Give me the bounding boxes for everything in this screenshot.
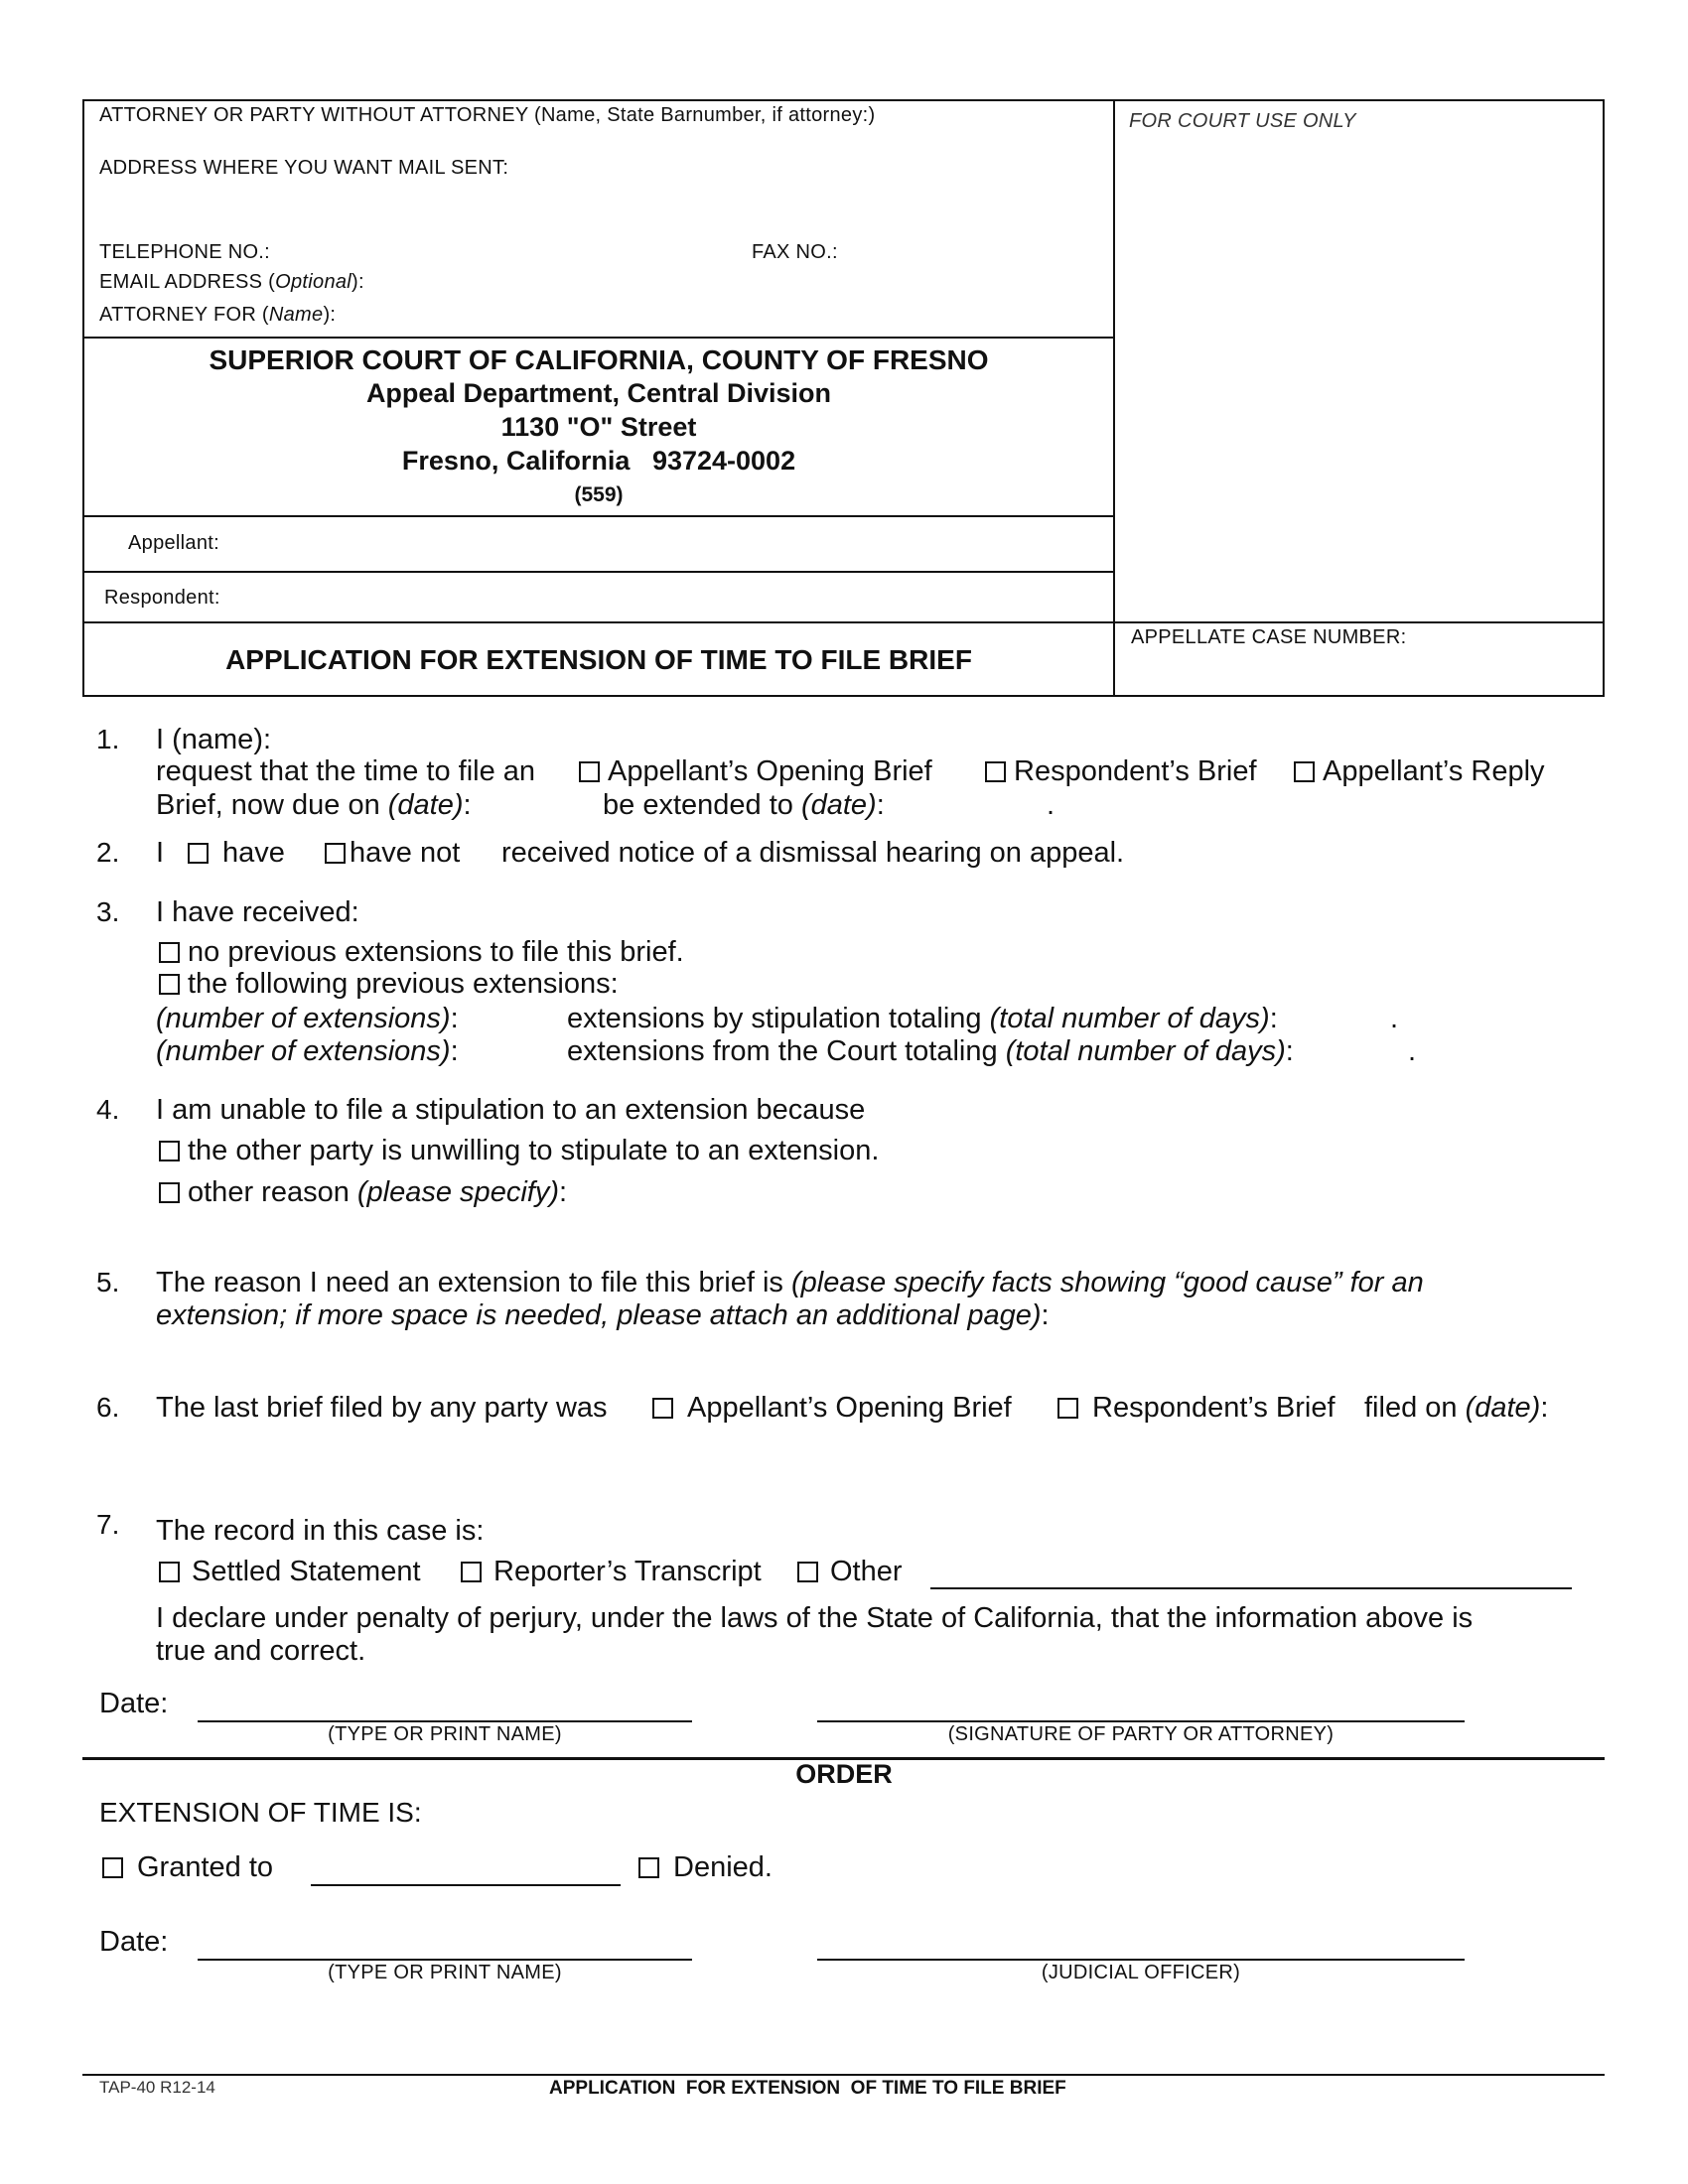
case-number-label: APPELLATE CASE NUMBER: — [1131, 626, 1407, 648]
form-title: APPLICATION FOR EXTENSION OF TIME TO FILE BRIEF — [225, 644, 972, 675]
print-name-line[interactable] — [198, 1720, 692, 1722]
judicial-officer-caption: (JUDICIAL OFFICER) — [1041, 1962, 1241, 1983]
item-4-option-unwilling[interactable]: the other party is unwilling to stipulate to an extension. — [159, 1135, 879, 1167]
item-7-option-settled[interactable]: Settled Statement — [159, 1556, 421, 1588]
item-3-option-none[interactable]: no previous extensions to file this brief. — [159, 936, 684, 969]
checkbox[interactable] — [188, 843, 209, 864]
checkbox[interactable] — [1294, 761, 1315, 782]
attorney-for-label: ATTORNEY FOR (Name): — [99, 304, 337, 326]
checkbox[interactable] — [159, 1141, 180, 1161]
order-print-name-line[interactable] — [198, 1959, 692, 1961]
telephone-label: TELEPHONE NO.: — [99, 241, 271, 263]
item-2-option-have-not[interactable]: have not — [325, 837, 460, 870]
checkbox[interactable] — [638, 1857, 659, 1878]
item-2-number: 2. — [96, 837, 120, 868]
item-4-number: 4. — [96, 1094, 120, 1125]
email-label: EMAIL ADDRESS (Optional): — [99, 271, 364, 293]
other-input-line[interactable] — [930, 1587, 1572, 1589]
order-title: ORDER — [795, 1759, 893, 1789]
item-1-due-date: Brief, now due on (date): — [156, 789, 472, 821]
item-5-line-1: The reason I need an extension to file this brief is (please specify facts showing “good cause” for an — [156, 1267, 1424, 1298]
checkbox[interactable] — [159, 1562, 180, 1582]
print-name-caption: (TYPE OR PRINT NAME) — [328, 1723, 562, 1745]
order-option-granted[interactable]: Granted to — [102, 1851, 273, 1884]
item-1-option-reply[interactable]: Appellant’s Reply — [1294, 755, 1545, 788]
extension-label: EXTENSION OF TIME IS: — [99, 1797, 422, 1828]
item-6-filed-on: filed on (date): — [1364, 1392, 1549, 1424]
item-3-court-total: extensions from the Court totaling (total number of days): — [567, 1035, 1294, 1067]
fax-label: FAX NO.: — [752, 241, 838, 263]
signature-caption: (SIGNATURE OF PARTY OR ATTORNEY) — [947, 1723, 1335, 1745]
court-name: SUPERIOR COURT OF CALIFORNIA, COUNTY OF FRESNO — [209, 344, 989, 375]
item-4-option-other[interactable]: other reason (please specify): — [159, 1176, 567, 1209]
item-3-court-period: . — [1408, 1035, 1417, 1067]
address-label: ADDRESS WHERE YOU WANT MAIL SENT: — [99, 157, 509, 179]
footer-rule — [82, 2074, 1605, 2076]
appellant-label: Appellant: — [128, 532, 219, 554]
checkbox[interactable] — [102, 1857, 123, 1878]
order-print-name-caption: (TYPE OR PRINT NAME) — [328, 1962, 562, 1983]
checkbox[interactable] — [797, 1562, 818, 1582]
order-date-label: Date: — [99, 1926, 169, 1958]
item-2-text: received notice of a dismissal hearing on appeal. — [501, 837, 1125, 869]
item-1-period: . — [1047, 789, 1055, 821]
item-7-label: The record in this case is: — [156, 1515, 485, 1547]
court-phone: (559) — [574, 483, 624, 506]
item-7-option-transcript[interactable]: Reporter’s Transcript — [461, 1556, 762, 1588]
item-6-label: The last brief filed by any party was — [156, 1392, 608, 1424]
form-code: TAP-40 R12-14 — [99, 2078, 215, 2097]
item-6-option-respondent[interactable]: Respondent’s Brief — [1057, 1392, 1336, 1425]
judicial-officer-line[interactable] — [817, 1959, 1465, 1961]
item-4-label: I am unable to file a stipulation to an extension because — [156, 1094, 866, 1126]
court-city: Fresno, California 93724-0002 — [401, 446, 796, 476]
footer-title: APPLICATION FOR EXTENSION OF TIME TO FILE BRIEF — [549, 2078, 1066, 2099]
checkbox[interactable] — [985, 761, 1006, 782]
item-3-stip-period: . — [1390, 1003, 1399, 1034]
item-1-name-label: I (name): — [156, 724, 272, 755]
item-3-option-previous[interactable]: the following previous extensions: — [159, 968, 619, 1001]
item-1-option-respondent[interactable]: Respondent’s Brief — [985, 755, 1257, 788]
item-3-stip-count: (number of extensions): — [156, 1003, 459, 1034]
item-3-court-count: (number of extensions): — [156, 1035, 459, 1067]
checkbox[interactable] — [579, 761, 600, 782]
item-2-i: I — [156, 837, 165, 869]
order-option-denied[interactable]: Denied. — [638, 1851, 773, 1884]
item-5-line-2: extension; if more space is needed, please attach an additional page): — [156, 1299, 1050, 1331]
item-3-stip-total: extensions by stipulation totaling (total number of days): — [567, 1003, 1278, 1034]
item-1-request-text: request that the time to file an — [156, 755, 536, 787]
item-6-number: 6. — [96, 1392, 120, 1423]
checkbox[interactable] — [159, 942, 180, 963]
attorney-label: ATTORNEY OR PARTY WITHOUT ATTORNEY (Name, State Barnumber, if attorney:) — [99, 104, 876, 126]
checkbox[interactable] — [159, 1182, 180, 1203]
checkbox[interactable] — [652, 1398, 673, 1419]
item-3-label: I have received: — [156, 896, 359, 928]
checkbox[interactable] — [1057, 1398, 1078, 1419]
item-7-number: 7. — [96, 1509, 120, 1540]
checkbox[interactable] — [159, 974, 180, 995]
item-3-number: 3. — [96, 896, 120, 927]
item-1-option-opening[interactable]: Appellant’s Opening Brief — [579, 755, 932, 788]
granted-date-line[interactable] — [311, 1884, 621, 1886]
declaration-line-2: true and correct. — [156, 1635, 366, 1667]
item-7-option-other[interactable]: Other — [797, 1556, 903, 1588]
court-use-label: FOR COURT USE ONLY — [1129, 110, 1356, 132]
item-6-option-opening[interactable]: Appellant’s Opening Brief — [652, 1392, 1012, 1425]
checkbox[interactable] — [461, 1562, 482, 1582]
item-1-number: 1. — [96, 724, 120, 754]
signature-line[interactable] — [817, 1720, 1465, 1722]
respondent-label: Respondent: — [104, 587, 220, 609]
declaration-line-1: I declare under penalty of perjury, under the laws of the State of California, that the information above is — [156, 1602, 1474, 1634]
court-division: Appeal Department, Central Division — [365, 378, 832, 408]
checkbox[interactable] — [325, 843, 346, 864]
item-1-extended-date: be extended to (date): — [603, 789, 885, 821]
item-2-option-have[interactable]: have — [188, 837, 285, 870]
court-street: 1130 "O" Street — [500, 412, 697, 442]
item-5-number: 5. — [96, 1267, 120, 1297]
date-label: Date: — [99, 1688, 169, 1719]
